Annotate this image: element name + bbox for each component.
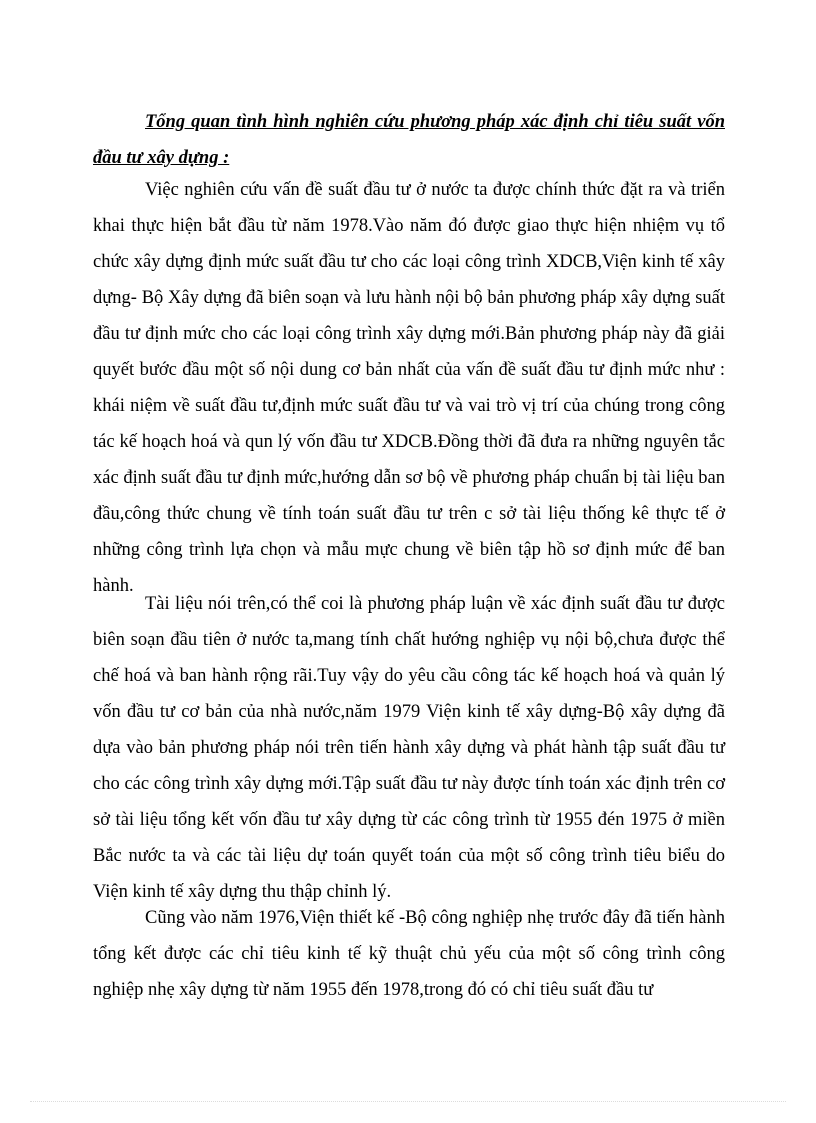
paragraph-2: Tài liệu nói trên,có thể coi là phương pháp luận về xác định suất đầu tư được biên soạn đầu tiên ở nước ta,mang tính chất hướng nghiệp vụ nội bộ,chưa được thể chế hoá và ban hành rộng rãi.Tuy vậy do yêu cầu công tác kế hoạch hoá và quản lý vốn đầu tư cơ bản của nhà nước,năm 1979 Viện kinh tế xây dựng-Bộ xây dựng đã dựa vào bản phương pháp nói trên tiến hành xây dựng và phát hành tập suất đầu tư cho các công trình xây dựng mới.Tập suất đầu tư này được tính toán xác định trên cơ sở tài liệu tổng kết vốn đầu tư xây dựng từ các công trình từ 1955 đén 1975 ở miền Bắc nước ta và các tài liệu dự toán quyết toán của một số công trình tiêu biểu do Viện kinh tế xây dựng thu thập chỉnh lý. (93, 594, 725, 902)
page-bottom-divider (30, 1101, 786, 1102)
section-heading: Tổng quan tình hình nghiên cứu phương pháp xác định chỉ tiêu suất vốn đầu tư xây dựng : (93, 112, 725, 168)
paragraph-3: Cũng vào năm 1976,Viện thiết kế -Bộ công nghiệp nhẹ trước đây đã tiến hành tổng kết được các chỉ tiêu kinh tế kỹ thuật chủ yếu của một số công trình công nghiệp nhẹ xây dựng từ năm 1955 đến 1978,trong đó có chỉ tiêu suất đầu tư (93, 908, 725, 1000)
paragraph-1: Việc nghiên cứu vấn đề suất đầu tư ở nước ta được chính thức đặt ra và triển khai thực hiện bắt đầu từ năm 1978.Vào năm đó được giao thực hiện nhiệm vụ tổ chức xây dựng định mức suất đầu tư cho các loại công trình XDCB,Viện kinh tế xây dựng- Bộ Xây dựng đã biên soạn và lưu hành nội bộ bản phương pháp xây dựng suất đầu tư định mức cho các loại công trình xây dựng mới.Bản phương pháp này đã giải quyết bước đầu một số nội dung cơ bản nhất của vấn đề suất đầu tư định mức như : khái niệm về suất đầu tư,định mức suất đầu tư và vai trò vị trí của chúng trong công tác kế hoạch hoá và qun lý vốn đầu tư XDCB.Đồng thời đã đưa ra những nguyên tắc xác định suất đầu tư định mức,hướng dẫn sơ bộ về phương pháp chuẩn bị tài liệu ban đầu,công thức chung về tính toán suất đầu tư trên c sở tài liệu thống kê thực tế ở những công trình lựa chọn và mẫu mực chung về biên tập hồ sơ định mức để ban hành. (93, 180, 725, 596)
